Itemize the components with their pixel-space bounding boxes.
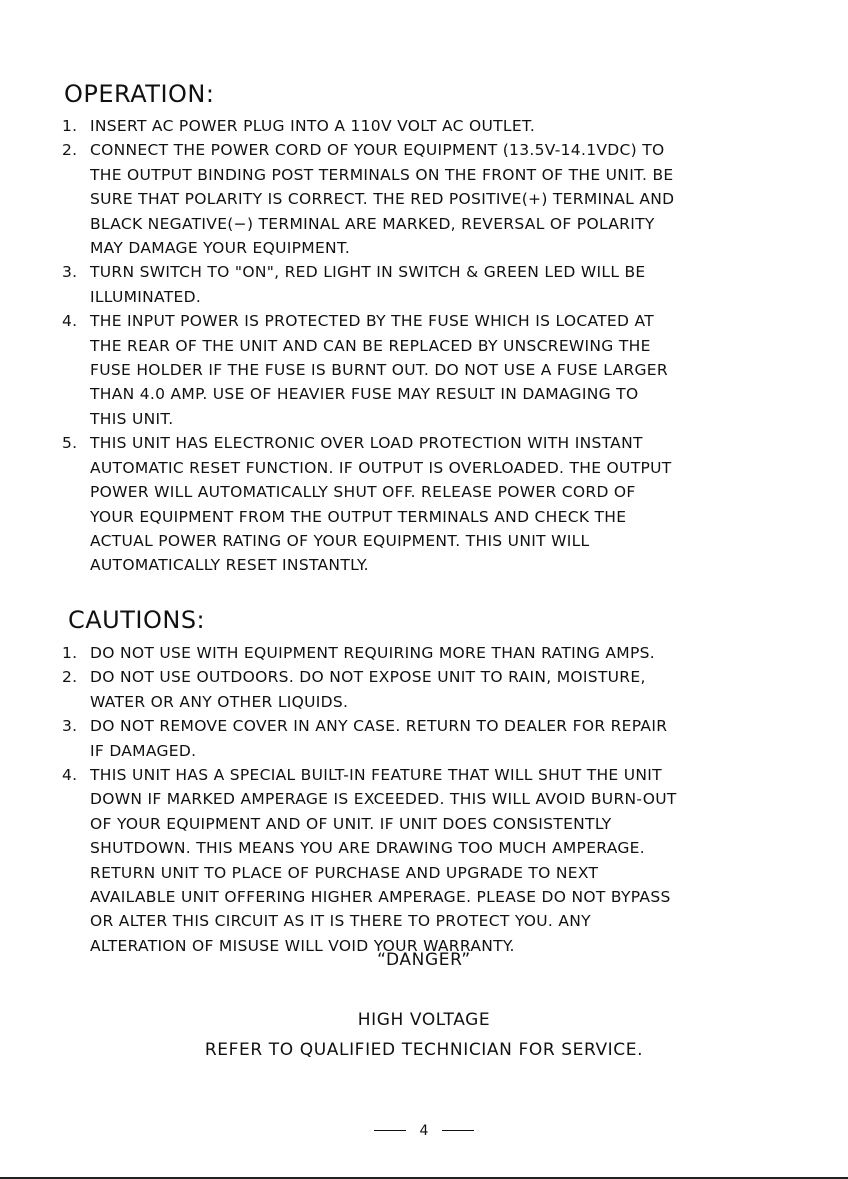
operation-item-text: AUTOMATIC RESET FUNCTION. IF OUTPUT IS OVERLOADED. THE OUTPUT — [90, 458, 672, 477]
caution-item-text: AVAILABLE UNIT OFFERING HIGHER AMPERAGE. PLEASE DO NOT BYPASS — [90, 888, 671, 907]
caution-item-text: DOWN IF MARKED AMPERAGE IS EXCEEDED. THIS WILL AVOID BURN-OUT — [90, 790, 677, 809]
caution-item-text: OF YOUR EQUIPMENT AND OF UNIT. IF UNIT DOES CONSISTENTLY — [90, 814, 612, 833]
caution-item-text: THIS UNIT HAS A SPECIAL BUILT-IN FEATURE THAT WILL SHUT THE UNIT — [90, 766, 662, 785]
operation-item-text: ILLUMINATED. — [90, 287, 202, 306]
operation-item-number: 1. — [62, 117, 78, 135]
page-number: 4 — [419, 1122, 429, 1139]
caution-item — [60, 641, 677, 665]
operation-item-text: THE OUTPUT BINDING POST TERMINALS ON THE FRONT OF THE UNIT. BE — [90, 165, 674, 184]
caution-item-text: DO NOT USE WITH EQUIPMENT REQUIRING MORE THAN RATING AMPS. — [90, 644, 655, 662]
footer-dash-left — [374, 1130, 406, 1131]
caution-item — [60, 763, 677, 958]
operation-item-text: FUSE HOLDER IF THE FUSE IS BURNT OUT. DO NOT USE A FUSE LARGER — [90, 361, 668, 380]
operation-item-text: YOUR EQUIPMENT FROM THE OUTPUT TERMINALS AND CHECK THE — [90, 507, 627, 526]
operation-item-text: THE REAR OF THE UNIT AND CAN BE REPLACED BY UNSCREWING THE — [90, 336, 651, 355]
high-voltage-label: HIGH VOLTAGE — [357, 1010, 491, 1030]
operation-item-text: MAY DAMAGE YOUR EQUIPMENT. — [90, 239, 351, 258]
operation-item-text: THE INPUT POWER IS PROTECTED BY THE FUSE WHICH IS LOCATED AT — [90, 312, 654, 331]
caution-item-text: RETURN UNIT TO PLACE OF PURCHASE AND UPGRADE TO NEXT — [90, 863, 599, 882]
caution-item-text: WATER OR ANY OTHER LIQUIDS. — [90, 692, 349, 711]
operation-item-number: 4. — [62, 312, 78, 331]
caution-item-number: 2. — [62, 668, 78, 687]
operation-list — [60, 114, 674, 578]
operation-heading: OPERATION: — [64, 80, 215, 108]
operation-item — [60, 431, 674, 577]
caution-item — [60, 665, 677, 714]
caution-item-number: 4. — [62, 766, 78, 785]
cautions-heading: CAUTIONS: — [68, 606, 206, 634]
caution-item-text: ALTERATION OF MISUSE WILL VOID YOUR WARRANTY. — [90, 936, 515, 955]
caution-item — [60, 714, 677, 763]
operation-item-text: TURN SWITCH TO "ON", RED LIGHT IN SWITCH & GREEN LED WILL BE — [90, 263, 646, 282]
service-notice: REFER TO QUALIFIED TECHNICIAN FOR SERVICE. — [204, 1040, 644, 1060]
caution-item-text: DO NOT REMOVE COVER IN ANY CASE. RETURN TO DEALER FOR REPAIR — [90, 717, 668, 736]
cautions-list — [60, 641, 677, 958]
caution-item-text: IF DAMAGED. — [90, 741, 197, 760]
footer-dash-right — [442, 1130, 474, 1131]
operation-item-text: THAN 4.0 AMP. USE OF HEAVIER FUSE MAY RESULT IN DAMAGING TO — [90, 385, 639, 404]
operation-item — [60, 309, 674, 431]
page-footer — [0, 1120, 848, 1139]
danger-label: “DANGER” — [377, 950, 471, 970]
operation-item-text: CONNECT THE POWER CORD OF YOUR EQUIPMENT (13.5V-14.1VDC) TO — [90, 141, 665, 160]
operation-item-text: THIS UNIT HAS ELECTRONIC OVER LOAD PROTECTION WITH INSTANT — [90, 434, 643, 453]
caution-item-text: SHUTDOWN. THIS MEANS YOU ARE DRAWING TOO MUCH AMPERAGE. — [90, 839, 645, 858]
operation-item-text: AUTOMATICALLY RESET INSTANTLY. — [90, 556, 369, 575]
operation-item — [60, 138, 674, 260]
operation-item — [60, 260, 674, 309]
caution-item-number: 3. — [62, 717, 78, 736]
caution-item-text: DO NOT USE OUTDOORS. DO NOT EXPOSE UNIT TO RAIN, MOISTURE, — [90, 668, 646, 687]
caution-item-text: OR ALTER THIS CIRCUIT AS IT IS THERE TO PROTECT YOU. ANY — [90, 912, 591, 931]
operation-item-number: 2. — [62, 141, 78, 160]
operation-item-text: THIS UNIT. — [90, 409, 174, 428]
operation-item — [60, 114, 674, 138]
operation-item-text: SURE THAT POLARITY IS CORRECT. THE RED POSITIVE(+) TERMINAL AND — [90, 190, 675, 209]
operation-item-number: 3. — [62, 263, 78, 282]
operation-item-text: ACTUAL POWER RATING OF YOUR EQUIPMENT. THIS UNIT WILL — [90, 531, 590, 550]
operation-item-number: 5. — [62, 434, 78, 453]
operation-item-text: INSERT AC POWER PLUG INTO A 110V VOLT AC OUTLET. — [90, 117, 536, 135]
operation-item-text: BLACK NEGATIVE(−) TERMINAL ARE MARKED, REVERSAL OF POLARITY — [90, 214, 655, 233]
caution-item-number: 1. — [62, 644, 78, 662]
operation-item-text: POWER WILL AUTOMATICALLY SHUT OFF. RELEASE POWER CORD OF — [90, 483, 636, 502]
